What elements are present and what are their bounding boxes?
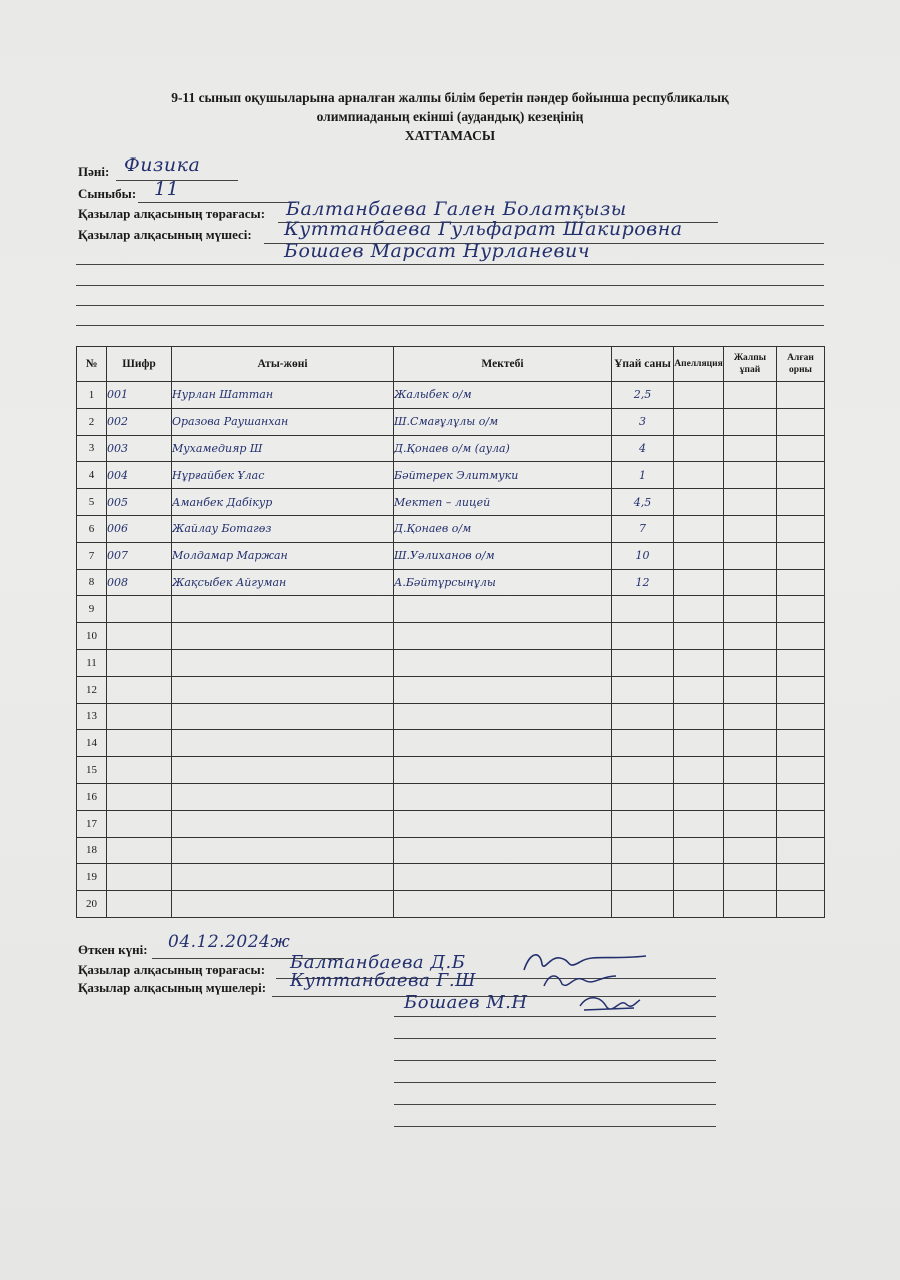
row-total	[724, 676, 777, 703]
row-code	[107, 623, 172, 650]
row-total	[724, 757, 777, 784]
row-number: 4	[77, 462, 107, 489]
row-appeal	[674, 837, 724, 864]
row-code	[107, 837, 172, 864]
row-code	[107, 730, 172, 757]
member-value-2: Бошаев Марсат Нурланевич	[284, 240, 591, 262]
table-row	[77, 542, 825, 569]
row-place	[777, 810, 825, 837]
footer-chair-value: Балтанбаева Д.Б	[290, 952, 466, 973]
row-total	[724, 542, 777, 569]
row-total	[724, 489, 777, 516]
member-signature-2	[576, 992, 642, 1018]
col-header-total: Жалпы ұпай	[724, 347, 777, 382]
row-score: 10	[612, 542, 674, 569]
row-total	[724, 462, 777, 489]
row-code	[107, 864, 172, 891]
row-total	[724, 515, 777, 542]
row-code	[107, 891, 172, 918]
document-title	[60, 88, 840, 145]
row-code	[107, 676, 172, 703]
row-name: Аманбек Дабікур	[172, 489, 394, 516]
row-score	[612, 891, 674, 918]
row-score	[612, 676, 674, 703]
grade-underline	[138, 202, 296, 203]
row-code: 003	[107, 435, 172, 462]
row-code: 007	[107, 542, 172, 569]
blank-line-1	[76, 264, 824, 265]
row-score: 2,5	[612, 382, 674, 409]
row-number: 13	[77, 703, 107, 730]
row-appeal	[674, 810, 724, 837]
row-name	[172, 783, 394, 810]
row-school	[394, 596, 612, 623]
row-number: 9	[77, 596, 107, 623]
row-number: 15	[77, 757, 107, 784]
row-appeal	[674, 891, 724, 918]
row-code: 002	[107, 408, 172, 435]
row-place	[777, 408, 825, 435]
row-score	[612, 623, 674, 650]
blank-line-2	[76, 285, 824, 286]
row-school	[394, 891, 612, 918]
row-school	[394, 837, 612, 864]
row-number: 14	[77, 730, 107, 757]
col-header-appeal: Апелляция	[674, 347, 724, 382]
row-place	[777, 703, 825, 730]
row-code: 006	[107, 515, 172, 542]
row-school	[394, 783, 612, 810]
row-score: 3	[612, 408, 674, 435]
chair-label: Қазылар алқасының төрағасы:	[78, 206, 266, 221]
row-score	[612, 596, 674, 623]
subject-value: Физика	[124, 154, 201, 176]
blank-line-4	[76, 325, 824, 326]
table-row	[77, 408, 825, 435]
row-school	[394, 649, 612, 676]
table-header-row	[77, 347, 825, 382]
row-total	[724, 623, 777, 650]
row-name	[172, 837, 394, 864]
row-school: Жалыбек о/м	[394, 382, 612, 409]
row-score	[612, 837, 674, 864]
row-school: Д.Қонаев о/м	[394, 515, 612, 542]
col-header-school: Мектебі	[394, 347, 612, 382]
member-value-1: Куттанбаева Гульфарат Шакировна	[284, 218, 683, 240]
row-name: Оразова Раушанхан	[172, 408, 394, 435]
subject-label: Пәні:	[78, 164, 110, 179]
row-number: 19	[77, 864, 107, 891]
table-row	[77, 489, 825, 516]
row-total	[724, 837, 777, 864]
row-total	[724, 408, 777, 435]
row-number: 10	[77, 623, 107, 650]
row-appeal	[674, 435, 724, 462]
row-school: Ш.Смағұлұлы о/м	[394, 408, 612, 435]
row-name	[172, 810, 394, 837]
row-score	[612, 757, 674, 784]
row-code	[107, 757, 172, 784]
row-number: 2	[77, 408, 107, 435]
date-value: 04.12.2024ж	[168, 932, 291, 952]
row-place	[777, 542, 825, 569]
footer-members-label: Қазылар алқасының мүшелері:	[78, 980, 267, 995]
row-appeal	[674, 864, 724, 891]
row-place	[777, 623, 825, 650]
table-row	[77, 891, 825, 918]
row-total	[724, 382, 777, 409]
grade-value: 11	[154, 178, 180, 200]
member-line-5	[394, 1082, 716, 1083]
table-row	[77, 837, 825, 864]
row-name: Нурлан Шаттан	[172, 382, 394, 409]
row-score	[612, 730, 674, 757]
row-appeal	[674, 783, 724, 810]
row-number: 20	[77, 891, 107, 918]
row-number: 5	[77, 489, 107, 516]
row-place	[777, 783, 825, 810]
row-appeal	[674, 623, 724, 650]
table-row	[77, 676, 825, 703]
row-place	[777, 489, 825, 516]
row-school	[394, 810, 612, 837]
table-row	[77, 703, 825, 730]
row-code: 004	[107, 462, 172, 489]
row-name	[172, 864, 394, 891]
col-header-number: №	[77, 347, 107, 382]
row-number: 3	[77, 435, 107, 462]
row-place	[777, 515, 825, 542]
row-score: 4,5	[612, 489, 674, 516]
row-code	[107, 783, 172, 810]
row-score: 1	[612, 462, 674, 489]
row-school: Ш.Уәлиханов о/м	[394, 542, 612, 569]
row-school: Бәйтерек Элитмуки	[394, 462, 612, 489]
row-name	[172, 891, 394, 918]
row-total	[724, 864, 777, 891]
row-score	[612, 864, 674, 891]
row-appeal	[674, 462, 724, 489]
table-row	[77, 569, 825, 596]
row-code: 005	[107, 489, 172, 516]
row-number: 16	[77, 783, 107, 810]
row-place	[777, 596, 825, 623]
date-label: Өткен күні:	[78, 942, 148, 957]
row-appeal	[674, 489, 724, 516]
row-place	[777, 382, 825, 409]
row-number: 11	[77, 649, 107, 676]
table-row	[77, 649, 825, 676]
row-place	[777, 891, 825, 918]
row-code	[107, 703, 172, 730]
table-row	[77, 515, 825, 542]
row-name	[172, 649, 394, 676]
col-header-code: Шифр	[107, 347, 172, 382]
row-number: 6	[77, 515, 107, 542]
title-line-2: олимпиаданың екінші (аудандық) кезеңінің	[316, 109, 584, 124]
row-number: 12	[77, 676, 107, 703]
row-name	[172, 596, 394, 623]
row-total	[724, 891, 777, 918]
row-place	[777, 730, 825, 757]
row-name	[172, 730, 394, 757]
row-name: Жақсыбек Айгуман	[172, 569, 394, 596]
row-name: Мухамедияр Ш	[172, 435, 394, 462]
col-header-score: Ұпай саны	[612, 347, 674, 382]
row-appeal	[674, 703, 724, 730]
row-score: 4	[612, 435, 674, 462]
row-name	[172, 703, 394, 730]
title-line-3: ХАТТАМАСЫ	[404, 128, 496, 143]
row-appeal	[674, 542, 724, 569]
row-name: Нұрғайбек Ұлас	[172, 462, 394, 489]
row-school	[394, 623, 612, 650]
row-number: 8	[77, 569, 107, 596]
row-school	[394, 730, 612, 757]
row-code: 008	[107, 569, 172, 596]
results-table	[76, 346, 825, 918]
row-total	[724, 703, 777, 730]
member-line-6	[394, 1104, 716, 1105]
row-total	[724, 596, 777, 623]
row-code	[107, 596, 172, 623]
row-name: Молдамар Маржан	[172, 542, 394, 569]
member-signature-1	[540, 968, 620, 992]
row-appeal	[674, 730, 724, 757]
member-line-7	[394, 1126, 716, 1127]
row-appeal	[674, 382, 724, 409]
table-row	[77, 462, 825, 489]
row-name	[172, 676, 394, 703]
row-name	[172, 757, 394, 784]
footer-member-value-1: Куттанбаева Г.Ш	[290, 970, 477, 991]
table-row	[77, 623, 825, 650]
row-place	[777, 435, 825, 462]
row-place	[777, 837, 825, 864]
blank-line-3	[76, 305, 824, 306]
row-place	[777, 462, 825, 489]
row-appeal	[674, 676, 724, 703]
row-school	[394, 757, 612, 784]
row-school	[394, 676, 612, 703]
member-line-2	[394, 1016, 716, 1017]
row-name	[172, 623, 394, 650]
footer-member-value-2: Бошаев М.Н	[404, 992, 528, 1013]
row-total	[724, 435, 777, 462]
col-header-place: Алған орны	[777, 347, 825, 382]
row-total	[724, 783, 777, 810]
row-number: 17	[77, 810, 107, 837]
table-row	[77, 810, 825, 837]
table-row	[77, 435, 825, 462]
row-place	[777, 649, 825, 676]
row-school: А.Бәйтұрсынұлы	[394, 569, 612, 596]
row-name: Жайлау Ботагөз	[172, 515, 394, 542]
row-school: Мектеп – лицей	[394, 489, 612, 516]
row-appeal	[674, 649, 724, 676]
row-appeal	[674, 596, 724, 623]
title-line-1: 9-11 сынып оқушыларына арналған жалпы білім беретін пәндер бойынша республикалық	[171, 90, 729, 105]
row-score	[612, 810, 674, 837]
row-appeal	[674, 757, 724, 784]
member-line-4	[394, 1060, 716, 1061]
row-place	[777, 676, 825, 703]
row-school	[394, 703, 612, 730]
row-total	[724, 649, 777, 676]
row-score	[612, 783, 674, 810]
member-line-3	[394, 1038, 716, 1039]
col-header-name: Аты-жөні	[172, 347, 394, 382]
row-total	[724, 569, 777, 596]
row-number: 18	[77, 837, 107, 864]
row-appeal	[674, 569, 724, 596]
row-appeal	[674, 515, 724, 542]
table-row	[77, 730, 825, 757]
row-code	[107, 649, 172, 676]
table-row	[77, 783, 825, 810]
row-score	[612, 703, 674, 730]
table-row	[77, 864, 825, 891]
row-school: Д.Қонаев о/м (аула)	[394, 435, 612, 462]
row-place	[777, 864, 825, 891]
chair-value: Балтанбаева Гален Болатқызы	[286, 198, 627, 220]
row-total	[724, 730, 777, 757]
table-row	[77, 596, 825, 623]
footer-chair-label: Қазылар алқасының төрағасы:	[78, 962, 266, 977]
row-score: 12	[612, 569, 674, 596]
row-number: 7	[77, 542, 107, 569]
row-appeal	[674, 408, 724, 435]
grade-label: Сыныбы:	[78, 186, 137, 201]
row-total	[724, 810, 777, 837]
row-school	[394, 864, 612, 891]
row-code	[107, 810, 172, 837]
table-row	[77, 382, 825, 409]
row-score: 7	[612, 515, 674, 542]
member-label: Қазылар алқасының мүшесі:	[78, 227, 252, 242]
row-number: 1	[77, 382, 107, 409]
row-place	[777, 757, 825, 784]
row-score	[612, 649, 674, 676]
row-place	[777, 569, 825, 596]
row-code: 001	[107, 382, 172, 409]
table-row	[77, 757, 825, 784]
